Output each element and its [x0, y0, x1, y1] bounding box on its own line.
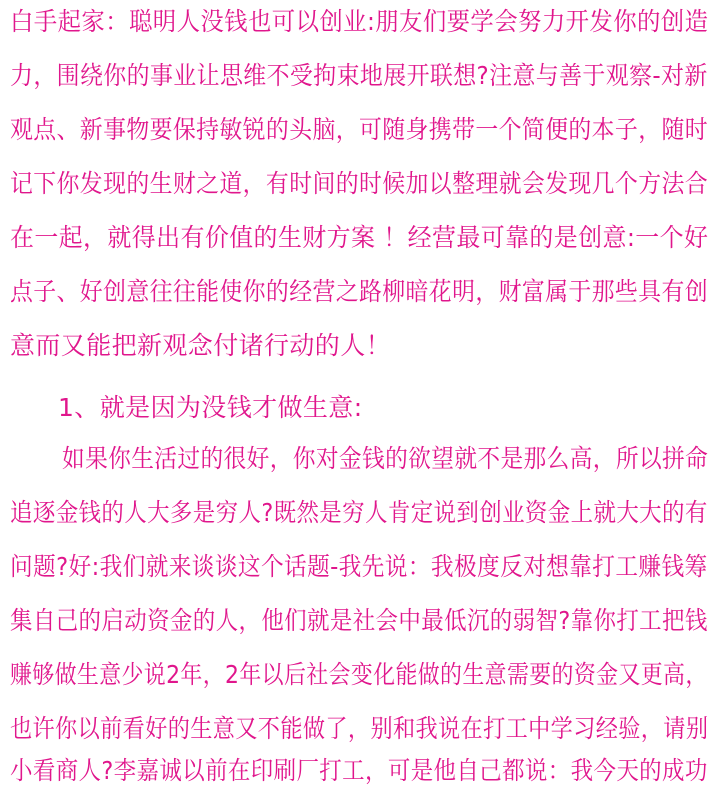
text-line: 点子、好创意往往能使你的经营之路柳暗花明，财富属于那些具有创	[10, 277, 709, 306]
text-line: 记下你发现的生财之道，有时间的时候加以整理就会发现几个方法合	[10, 169, 709, 198]
text-line: 白手起家：聪明人没钱也可以创业:朋友们要学会努力开发你的创造	[10, 7, 709, 36]
text-line: 意而又能把新观念付诸行动的人！	[10, 331, 392, 360]
text-line: 集自己的启动资金的人，他们就是社会中最低沉的弱智?靠你打工把钱	[10, 606, 708, 635]
text-line: 也许你以前看好的生意又不能做了，别和我说在打工中学习经验，请别	[10, 714, 709, 743]
text-line: 观点、新事物要保持敏锐的头脑，可随身携带一个简便的本子，随时	[10, 115, 709, 144]
text-line: 力，围绕你的事业让思维不受拘束地展开联想?注意与善于观察-对新	[10, 61, 708, 90]
text-line: 小看商人?李嘉诚以前在印刷厂打工，可是他自己都说：我今天的成功	[10, 756, 708, 785]
section-heading: 1、就是因为没钱才做生意:	[58, 393, 363, 422]
text-line: 如果你生活过的很好，你对金钱的欲望就不是那么高，所以拼命	[62, 444, 709, 473]
text-line: 在一起，就得出有价值的生财方案 ！经营最可靠的是创意:一个好	[10, 223, 709, 252]
text-line: 赚够做生意少说2年，2年以后社会变化能做的生意需要的资金又更高，	[10, 660, 708, 689]
text-line: 追逐金钱的人大多是穷人?既然是穷人肯定说到创业资金上就大大的有	[10, 498, 708, 527]
text-line: 问题?好:我们就来谈谈这个话题-我先说：我极度反对想靠打工赚钱筹	[10, 552, 708, 581]
